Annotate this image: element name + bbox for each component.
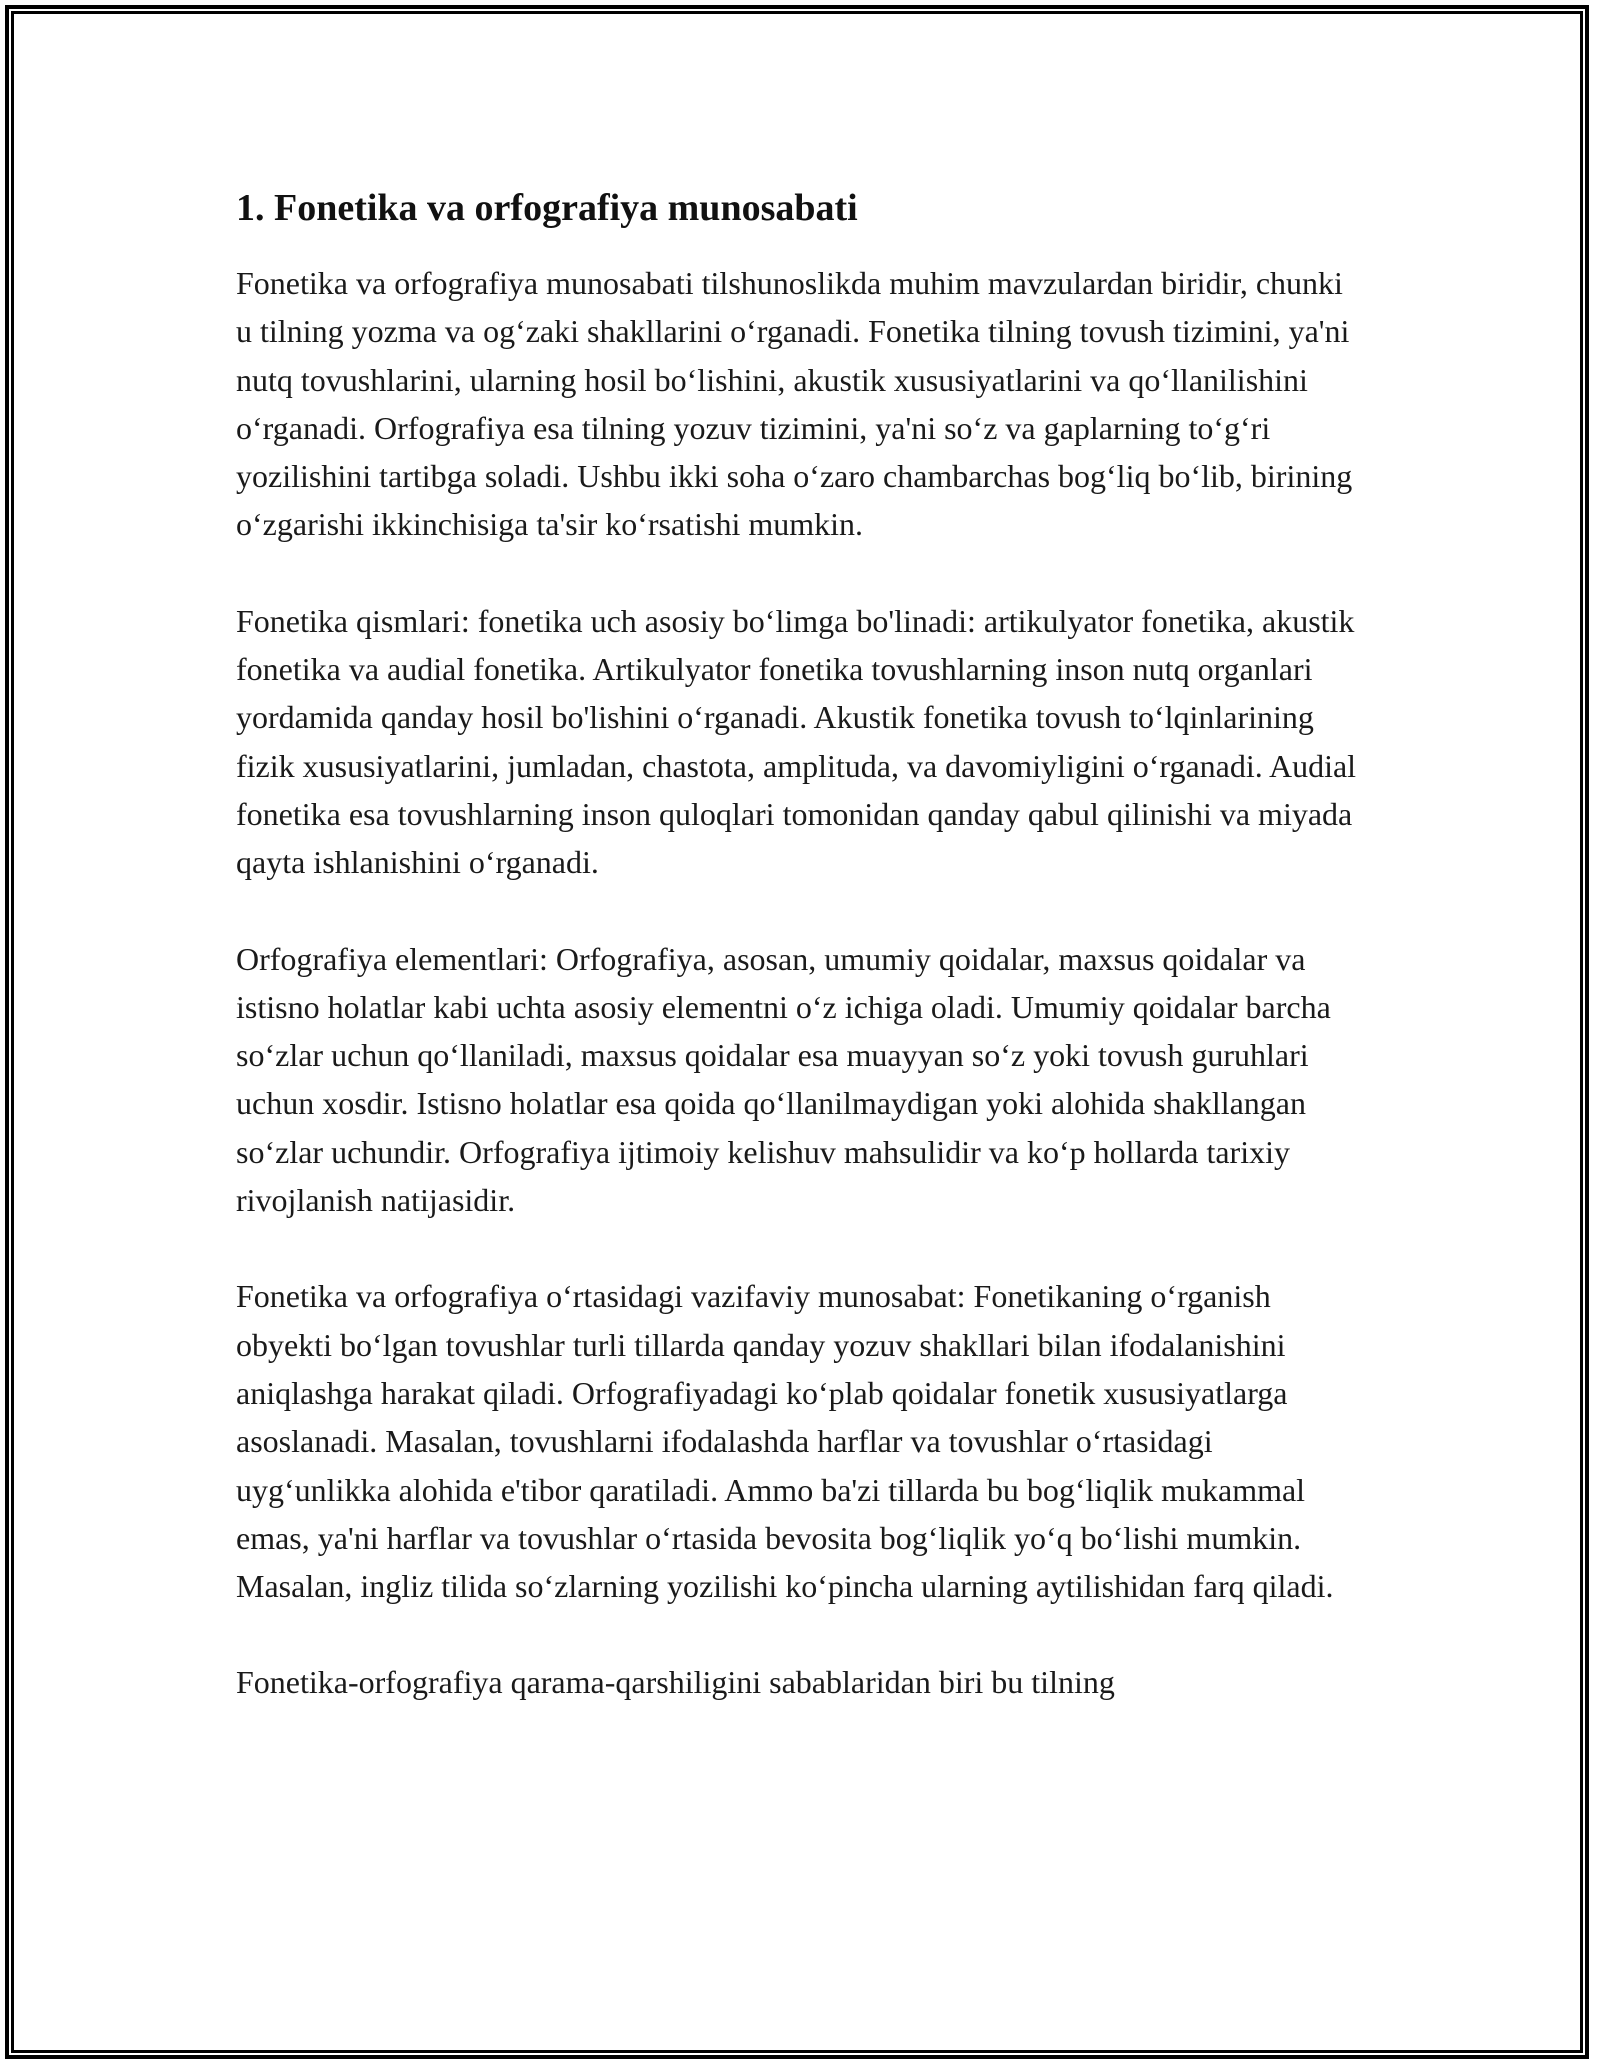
paragraph-intro: Fonetika va orfografiya munosabati tilshunoslikda muhim mavzulardan biridir, chunki u tilning yozma va og‘zaki shakllarini o‘rganadi. Fonetika tilning tovush tizimini, ya'ni nutq tovushlarini, ularning hosil bo‘lishini, akustik xususiyatlarini va qo‘llanilishini o‘rganadi. Orfografiya esa tilning yozuv tizimini, ya'ni so‘z va gaplarning to‘g‘ri yozilishini tartibga soladi. Ushbu ikki soha o‘zaro chambarchas bog‘liq bo‘lib, birining o‘zgarishi ikkinchisiga ta'sir ko‘rsatishi mumkin. (236, 265, 1353, 543)
paragraph-orthography-elements: Orfografiya elementlari: Orfografiya, asosan, umumiy qoidalar, maxsus qoidalar va istisno holatlar kabi uchta asosiy elementni o‘z ichiga oladi. Umumiy qoidalar barcha so‘zlar uchun qo‘llaniladi, maxsus qoidalar esa muayyan so‘z yoki tovush guruhlari uchun xosdir. Istisno holatlar esa qoida qo‘llanilmaydigan yoki alohida shakllangan so‘zlar uchundir. Orfografiya ijtimoiy kelishuv mahsulidir va ko‘p hollarda tarixiy rivojlanish natijasidir. (236, 940, 1331, 1219)
paragraph-contradiction: Fonetika-orfografiya qarama-qarshiligini sabablaridan biri bu tilning (236, 1664, 1115, 1701)
document-body (236, 185, 1366, 1707)
section-heading: 1. Fonetika va orfografiya munosabati (236, 187, 858, 229)
paragraph-phonetics-parts: Fonetika qismlari: fonetika uch asosiy bo‘limga bo'linadi: artikulyator fonetika, akustik fonetika va audial fonetika. Artikulyator fonetika tovushlarning inson nutq organlari yordamida qanday hosil bo'lishini o‘rganadi. Akustik fonetika tovush to‘lqinlarining fizik xususiyatlarini, jumladan, chastota, amplituda, va davomiyligini o‘rganadi. Audial fonetika esa tovushlarning inson quloqlari tomonidan qanday qabul qilinishi va miyada qayta ishlanishini o‘rganadi. (236, 602, 1357, 881)
paragraph-functional-relation: Fonetika va orfografiya o‘rtasidagi vazifaviy munosabat: Fonetikaning o‘rganish obyekti bo‘lgan tovushlar turli tillarda qanday yozuv shakllari bilan ifodalanishini aniqlashga harakat qiladi. Orfografiyadagi ko‘plab qoidalar fonetik xususiyatlarga asoslanadi. Masalan, tovushlarni ifodalashda harflar va tovushlar o‘rtasidagi uyg‘unlikka alohida e'tibor qaratiladi. Ammo ba'zi tillarda bu bog‘liqlik mukammal emas, ya'ni harflar va tovushlar o‘rtasida bevosita bog‘liqlik yo‘q bo‘lishi mumkin. Masalan, ingliz tilida so‘zlarning yozilishi ko‘pincha ularning aytilishidan farq qiladi. (236, 1278, 1334, 1605)
